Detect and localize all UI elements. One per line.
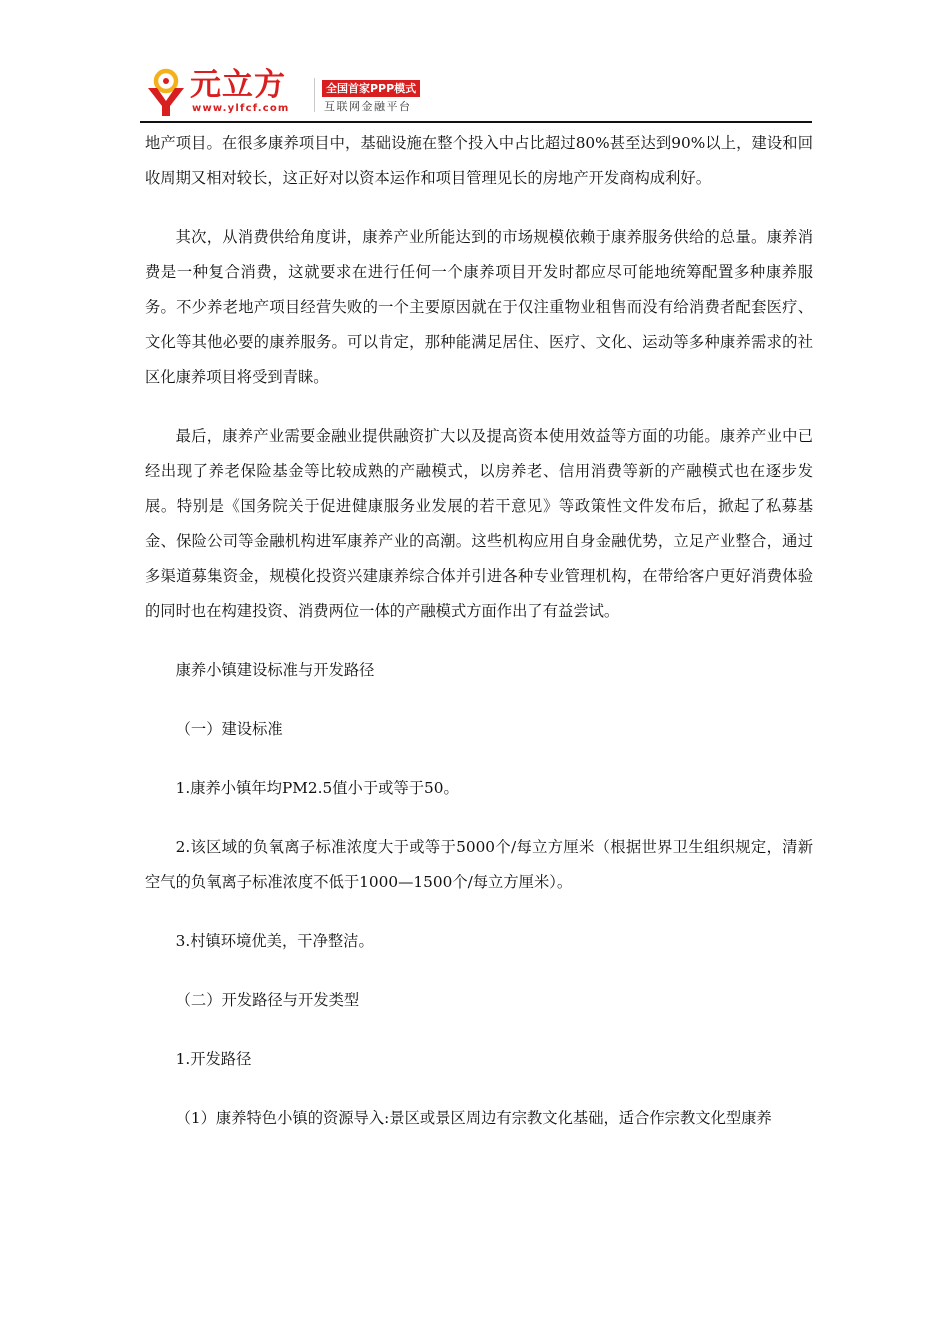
list-item: 1.开发路径 (175, 1050, 252, 1068)
header-divider (314, 78, 315, 112)
subsection-heading: （一）建设标准 (175, 720, 283, 738)
brand-url: www.ylfcf.com (192, 103, 290, 114)
header-rule (140, 121, 812, 123)
page-header (140, 66, 810, 122)
list-item: 2.该区域的负氧离子标准浓度大于或等于5000个/每立方厘米（根据世界卫生组织规定，清新空气的负氧离子标准浓度不低于1000—1500个/每立方厘米）。 (145, 838, 813, 891)
document-body (145, 126, 813, 1136)
paragraph: 其次，从消费供给角度讲，康养产业所能达到的市场规模依赖于康养服务供给的总量。康养消费是一种复合消费，这就要求在进行任何一个康养项目开发时都应尽可能地统筹配置多种康养服务。不少养老地产项目经营失败的一个主要原因就在于仅注重物业租售而没有给消费者配套医疗、文化等其他必要的康养服务。可以肯定，那种能满足居住、医疗、文化、运动等多种康养需求的社区化康养项目将受到青睐。 (145, 228, 813, 386)
paragraph: 地产项目。在很多康养项目中，基础设施在整个投入中占比超过80%甚至达到90%以上，建设和回收周期又相对较长，这正好对以资本运作和项目管理见长的房地产开发商构成利好。 (145, 134, 813, 187)
ylfcf-logo-icon (144, 68, 188, 118)
list-item: （1）康养特色小镇的资源导入:景区或景区周边有宗教文化基础，适合作宗教文化型康养 (175, 1109, 772, 1127)
slogan-subtitle: 互联网金融平台 (324, 100, 412, 113)
section-heading: 康养小镇建设标准与开发路径 (175, 661, 375, 679)
list-item: 3.村镇环境优美，干净整洁。 (175, 932, 374, 950)
slogan-badge: 全国首家PPP模式 (322, 80, 420, 97)
list-item: 1.康养小镇年均PM2.5值小于或等于50。 (175, 779, 459, 797)
paragraph: 最后，康养产业需要金融业提供融资扩大以及提高资本使用效益等方面的功能。康养产业中已经出现了养老保险基金等比较成熟的产融模式，以房养老、信用消费等新的产融模式也在逐步发展。特别是《国务院关于促进健康服务业发展的若干意见》等政策性文件发布后，掀起了私募基金、保险公司等金融机构进军康养产业的高潮。这些机构应用自身金融优势，立足产业整合，通过多渠道募集资金，规模化投资兴建康养综合体并引进各种专业管理机构，在带给客户更好消费体验的同时也在构建投资、消费两位一体的产融模式方面作出了有益尝试。 (145, 427, 813, 620)
brand-name: 元立方 (190, 67, 286, 103)
subsection-heading: （二）开发路径与开发类型 (175, 991, 360, 1009)
